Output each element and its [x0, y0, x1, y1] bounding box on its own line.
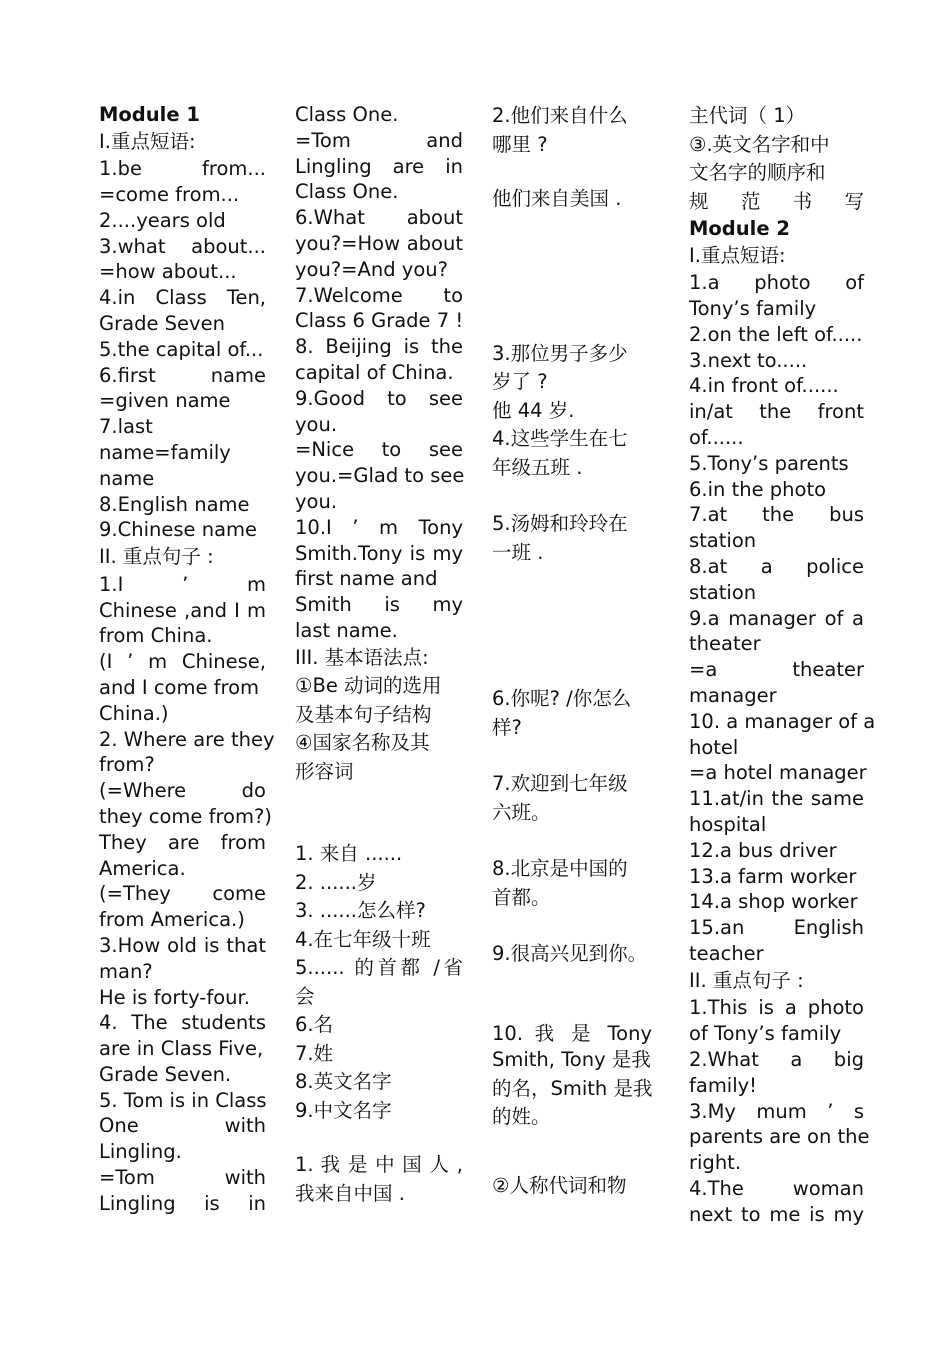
text-line: 8.at a police: [689, 555, 864, 579]
text-line: 2....years old: [99, 208, 226, 232]
text-line: 13.a farm worker: [689, 864, 857, 888]
text-line: 首都。: [492, 885, 551, 909]
text-line: 1.I ’ m: [99, 572, 266, 596]
text-line: next to me is my: [689, 1202, 864, 1226]
text-line: 4.in Class Ten,: [99, 286, 266, 310]
text-line: teacher: [689, 942, 764, 966]
column-1: [99, 102, 275, 1217]
text-line: 一班 .: [492, 540, 544, 564]
text-line: of Tony’s family: [689, 1022, 842, 1046]
text-line: ②人称代词和物: [492, 1173, 627, 1197]
text-line: One with: [99, 1114, 266, 1138]
text-line: =given name: [99, 389, 231, 413]
text-line: 岁了 ?: [492, 370, 548, 393]
text-line: Class One.: [295, 103, 399, 126]
text-line: =a theater: [689, 658, 864, 682]
text-line: you.=Glad to see: [295, 464, 465, 488]
text-line: 6.first name: [99, 363, 266, 387]
text-line: and I come from: [99, 675, 260, 699]
text-line: 1.This is a photo: [689, 996, 864, 1020]
text-line: you.: [295, 489, 338, 513]
text-line: hospital: [689, 813, 767, 837]
spacer: [492, 482, 652, 510]
text-line: 11.at/in the same: [689, 787, 864, 811]
text-line: 的名，Smith 是我: [492, 1076, 653, 1100]
text-line: ③.英文名字和中: [689, 132, 830, 156]
spacer: [492, 567, 652, 685]
spacer: [295, 1125, 463, 1151]
text-line: 2. ......岁: [295, 870, 377, 894]
text-line: They are from: [99, 830, 266, 854]
text-line: hotel: [689, 735, 739, 759]
text-line: 8.北京是中国的: [492, 857, 628, 880]
text-line: 8.English name: [99, 492, 250, 516]
text-line: 6.What about: [295, 206, 463, 230]
text-line: 2.他们来自什么: [492, 104, 628, 127]
text-line: (I ’ m Chinese,: [99, 650, 266, 674]
text-line: 3.My mum ’ s: [689, 1099, 864, 1123]
spacer: [492, 1132, 652, 1172]
text-line: Chinese ,and I m: [99, 598, 266, 622]
spacer: [295, 786, 463, 840]
text-line: 年级五班 .: [492, 455, 583, 479]
text-line: 文名字的顺序和: [689, 161, 826, 184]
text-line: you?=How about: [295, 231, 463, 255]
text-line: 6.名: [295, 1013, 334, 1037]
text-line: name: [99, 466, 155, 490]
text-line: 9.Chinese name: [99, 518, 258, 542]
text-line: 3.How old is that: [99, 933, 266, 957]
text-line: 规 范 书 写: [689, 189, 864, 213]
text-line: 2. Where are they: [99, 727, 275, 751]
spacer: [492, 214, 652, 340]
text-line: last name.: [295, 618, 398, 642]
text-line: manager: [689, 684, 777, 708]
text-line: theater: [689, 632, 761, 656]
text-line: 的姓。: [492, 1105, 551, 1129]
text-line: 12.a bus driver: [689, 838, 837, 862]
text-line: man?: [99, 959, 153, 983]
spacer: [492, 969, 652, 1021]
text-line: family!: [689, 1073, 758, 1097]
text-line: 5. Tom is in Class: [99, 1088, 267, 1112]
spacer: [492, 912, 652, 940]
text-line: they come from?): [99, 804, 272, 828]
text-line: Grade Seven.: [99, 1062, 232, 1086]
text-line: 9.a manager of a: [689, 606, 864, 630]
text-line: Smith is my: [295, 593, 463, 617]
text-line: 2.on the left of.....: [689, 322, 863, 346]
text-line: Module 1: [99, 103, 200, 126]
text-line: Lingling.: [99, 1140, 182, 1164]
text-line: name=family: [99, 441, 231, 465]
text-line: 8. Beijing is the: [295, 335, 463, 359]
column-3: [492, 102, 652, 1200]
text-line: 3.next to.....: [689, 348, 808, 372]
text-line: of......: [689, 426, 744, 450]
spacer: [492, 742, 652, 770]
text-line: 9.很高兴见到你。: [492, 942, 648, 965]
text-line: 他 44 岁.: [492, 398, 575, 422]
text-line: 7.欢迎到七年级: [492, 772, 628, 795]
text-line: first name and: [295, 567, 438, 591]
text-line: 我来自中国 .: [295, 1181, 405, 1205]
text-line: station: [689, 580, 757, 604]
text-line: 主代词（ 1）: [689, 104, 806, 127]
text-line: ④国家名称及其: [295, 731, 430, 755]
text-line: 7.Welcome to: [295, 283, 463, 307]
text-line: station: [689, 529, 757, 553]
text-line: 2.What a big: [689, 1047, 864, 1071]
text-line: =Nice to see: [295, 438, 463, 462]
text-line: 1.be from...: [99, 157, 266, 181]
text-line: 及基本句子结构: [295, 702, 432, 726]
text-line: 他们来自美国 .: [492, 187, 622, 210]
text-line: =Tom and: [295, 128, 463, 152]
text-line: 1. 来自 ......: [295, 842, 403, 866]
text-line: 4. The students: [99, 1011, 266, 1035]
column-4: [689, 102, 876, 1227]
text-line: Tony’s family: [689, 297, 817, 321]
text-line: you.: [295, 412, 338, 436]
text-line: 4.in front of......: [689, 374, 839, 398]
text-line: =how about...: [99, 260, 237, 284]
text-line: 10. 我 是 Tony: [492, 1021, 652, 1045]
text-line: 5.the capital of...: [99, 337, 264, 361]
text-line: 形容词: [295, 759, 354, 783]
text-line: America.: [99, 856, 186, 880]
text-line: 15.an English: [689, 916, 864, 940]
text-line: capital of China.: [295, 360, 454, 384]
text-line: in/at the front: [689, 400, 864, 424]
text-line: II. 重点句子 :: [689, 968, 804, 992]
text-line: are in Class Five,: [99, 1037, 264, 1061]
text-line: (=Where do: [99, 779, 266, 803]
text-line: 哪里 ?: [492, 132, 548, 156]
text-line: =a hotel manager: [689, 761, 867, 785]
text-line: I.重点短语:: [689, 243, 786, 267]
text-line: 5...... 的首都 /省: [295, 956, 463, 980]
text-line: from China.: [99, 624, 213, 648]
text-line: 10.I ’ m Tony: [295, 515, 463, 539]
text-line: 7.姓: [295, 1041, 334, 1065]
text-line: He is forty-four.: [99, 985, 250, 1009]
text-line: 3.那位男子多少: [492, 341, 628, 365]
text-line: I.重点短语:: [99, 129, 196, 153]
text-line: 7.last: [99, 415, 153, 439]
text-line: you?=And you?: [295, 257, 448, 281]
text-line: Module 2: [689, 217, 790, 240]
text-line: Class One.: [295, 180, 399, 204]
text-line: =come from...: [99, 183, 240, 207]
text-line: 6.in the photo: [689, 477, 827, 501]
text-line: 5.汤姆和玲玲在: [492, 512, 628, 535]
text-line: 4.The woman: [689, 1176, 864, 1200]
text-line: 9.Good to see: [295, 386, 463, 410]
text-line: 1.a photo of: [689, 271, 864, 295]
text-line: Grade Seven: [99, 312, 225, 336]
text-line: 六班。: [492, 800, 551, 824]
text-line: from America.): [99, 908, 245, 932]
text-line: 3. ......怎么样?: [295, 899, 426, 923]
text-line: 样?: [492, 715, 522, 739]
text-line: Smith.Tony is my: [295, 541, 463, 565]
text-line: 14.a shop worker: [689, 890, 858, 914]
text-line: 10. a manager of a: [689, 709, 876, 733]
text-line: Smith, Tony 是我: [492, 1048, 651, 1072]
text-line: Class 6 Grade 7 !: [295, 309, 464, 333]
text-line: parents are on the: [689, 1125, 870, 1149]
spacer: [492, 159, 652, 185]
text-line: right.: [689, 1151, 742, 1175]
text-line: 8.英文名字: [295, 1070, 392, 1094]
text-line: (=They come: [99, 882, 266, 906]
column-2: [295, 102, 463, 1208]
text-line: ①Be 动词的选用: [295, 674, 442, 698]
text-line: 7.at the bus: [689, 503, 864, 527]
text-line: =Tom with: [99, 1166, 266, 1190]
text-line: 9.中文名字: [295, 1098, 392, 1122]
text-line: 3.what about...: [99, 234, 266, 258]
text-line: 5.Tony’s parents: [689, 451, 849, 475]
text-line: China.): [99, 701, 169, 725]
text-line: II. 重点句子 :: [99, 545, 214, 569]
text-line: 4.在七年级十班: [295, 927, 431, 951]
text-line: Lingling are in: [295, 154, 463, 178]
text-line: Lingling is in: [99, 1191, 266, 1215]
text-line: III. 基本语法点:: [295, 645, 429, 669]
text-line: 1. 我 是 中 国 人 ,: [295, 1153, 463, 1177]
text-line: from?: [99, 753, 155, 777]
spacer: [492, 827, 652, 855]
text-line: 会: [295, 984, 315, 1008]
text-line: 6.你呢? /你怎么: [492, 687, 632, 710]
text-line: 4.这些学生在七: [492, 427, 628, 450]
